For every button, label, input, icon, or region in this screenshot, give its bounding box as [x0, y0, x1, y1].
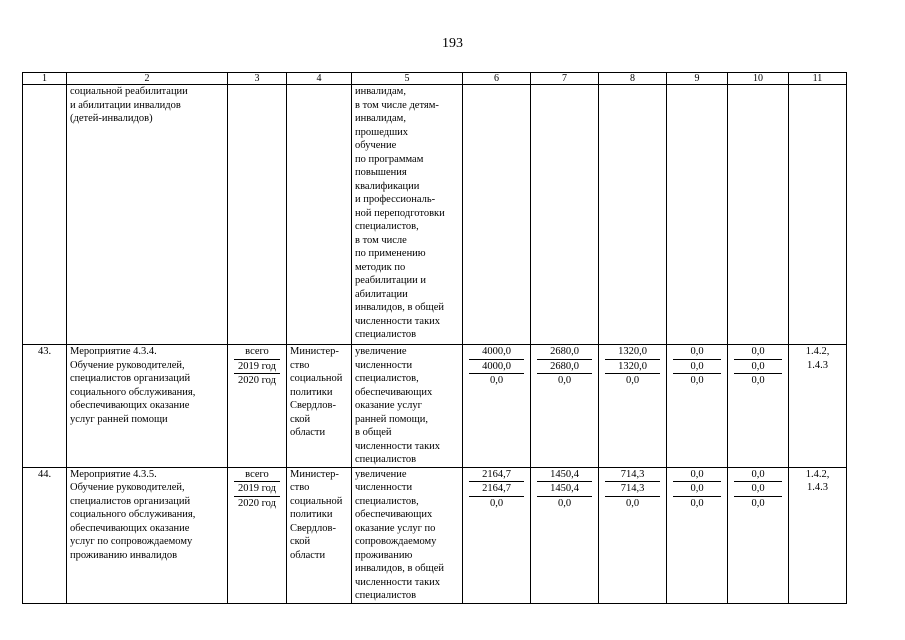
cell-name: социальной реабилитации и абилитации инвалидов (детей-инвалидов)	[67, 85, 228, 345]
col-header: 5	[352, 73, 463, 85]
col-header: 9	[667, 73, 728, 85]
value-total: 0,0	[734, 468, 782, 483]
col-header: 8	[599, 73, 667, 85]
cell-executor: Министер- ство социальной политики Свердлов- ской области	[287, 467, 352, 603]
value-2019: 1320,0	[605, 360, 660, 375]
table-row-44	[23, 467, 847, 603]
cell-c8	[599, 345, 667, 468]
col-header: 10	[728, 73, 789, 85]
value-2020: 0,0	[489, 375, 504, 386]
value-2019: 0,0	[673, 360, 721, 375]
col-header: 6	[463, 73, 531, 85]
cell-no: 44.	[23, 467, 67, 603]
cell-c7	[531, 345, 599, 468]
value-2019: 0,0	[734, 482, 782, 497]
value-total: 0,0	[673, 468, 721, 483]
value-2020: 0,0	[751, 375, 765, 386]
value-2020: 0,0	[489, 497, 504, 509]
value-2020: 0,0	[690, 497, 704, 509]
cell-c6	[463, 467, 531, 603]
value-total: 2680,0	[537, 345, 592, 360]
value-total: 0,0	[673, 345, 721, 360]
cell-indicator: инвалидам, в том числе детям- инвалидам, прошедших обучение по программам повышения квалификации и профессиональ- ной переподготовки специалистов, в том числе по применению методик по реабилитации и абилитации инвалидов, в общей численности таких специалистов	[352, 85, 463, 345]
cell-c11	[789, 85, 847, 345]
value-total: 1450,4	[537, 468, 592, 483]
cell-no	[23, 85, 67, 345]
value-total: 4000,0	[469, 345, 524, 360]
cell-c9	[667, 85, 728, 345]
value-2019: 2680,0	[537, 360, 592, 375]
year-2020: 2020 год	[238, 375, 276, 386]
value-2019: 714,3	[605, 482, 660, 497]
cell-c9	[667, 345, 728, 468]
cell-executor: Министер- ство социальной политики Свердлов- ской области	[287, 345, 352, 468]
cell-c6	[463, 85, 531, 345]
table-row-43	[23, 345, 847, 468]
cell-years	[228, 85, 287, 345]
cell-indicator: увеличение численности специалистов, обеспечивающих оказание услуг ранней помощи, в общей численности таких специалистов	[352, 345, 463, 468]
cell-c7	[531, 85, 599, 345]
col-header: 1	[23, 73, 67, 85]
table-row-continuation	[23, 85, 847, 345]
year-2020: 2020 год	[238, 497, 276, 509]
value-2019: 0,0	[734, 360, 782, 375]
value-total: 714,3	[605, 468, 660, 483]
cell-c7	[531, 467, 599, 603]
value-2020: 0,0	[625, 375, 640, 386]
cell-no: 43.	[23, 345, 67, 468]
program-table	[22, 72, 847, 604]
value-2019: 4000,0	[469, 360, 524, 375]
cell-years	[228, 345, 287, 468]
cell-name: Мероприятие 4.3.5. Обучение руководителей, специалистов организаций социального обслуживания, обеспечивающих оказание услуг по сопровождаемому проживанию инвалидов	[67, 467, 228, 603]
cell-c10	[728, 467, 789, 603]
cell-name: Мероприятие 4.3.4. Обучение руководителей, специалистов организаций социального обслуживания, обеспечивающих оказание услуг ранней помощи	[67, 345, 228, 468]
value-2019: 0,0	[673, 482, 721, 497]
col-header: 2	[67, 73, 228, 85]
col-header: 3	[228, 73, 287, 85]
value-2020: 0,0	[690, 375, 704, 386]
page-number: 193	[442, 36, 463, 51]
value-total: 1320,0	[605, 345, 660, 360]
value-2020: 0,0	[557, 375, 572, 386]
cell-indicator: увеличение численности специалистов, обеспечивающих оказание услуг по сопровождаемому проживанию инвалидов, в общей численности таких специалистов	[352, 467, 463, 603]
col-header: 11	[789, 73, 847, 85]
value-2019: 1450,4	[537, 482, 592, 497]
col-header: 7	[531, 73, 599, 85]
cell-c8	[599, 467, 667, 603]
cell-c11: 1.4.2, 1.4.3	[789, 345, 847, 468]
cell-c11: 1.4.2, 1.4.3	[789, 467, 847, 603]
value-total: 2164,7	[469, 468, 524, 483]
value-2020: 0,0	[751, 497, 765, 509]
cell-c10	[728, 85, 789, 345]
cell-years	[228, 467, 287, 603]
year-total: всего	[234, 468, 280, 483]
cell-c8	[599, 85, 667, 345]
year-2019: 2019 год	[234, 360, 280, 375]
cell-c6	[463, 345, 531, 468]
header-row	[23, 73, 847, 85]
year-total: всего	[234, 345, 280, 360]
col-header: 4	[287, 73, 352, 85]
year-2019: 2019 год	[234, 482, 280, 497]
cell-c10	[728, 345, 789, 468]
value-2019: 2164,7	[469, 482, 524, 497]
value-total: 0,0	[734, 345, 782, 360]
cell-c9	[667, 467, 728, 603]
cell-executor	[287, 85, 352, 345]
value-2020: 0,0	[557, 497, 572, 509]
value-2020: 0,0	[625, 497, 640, 509]
